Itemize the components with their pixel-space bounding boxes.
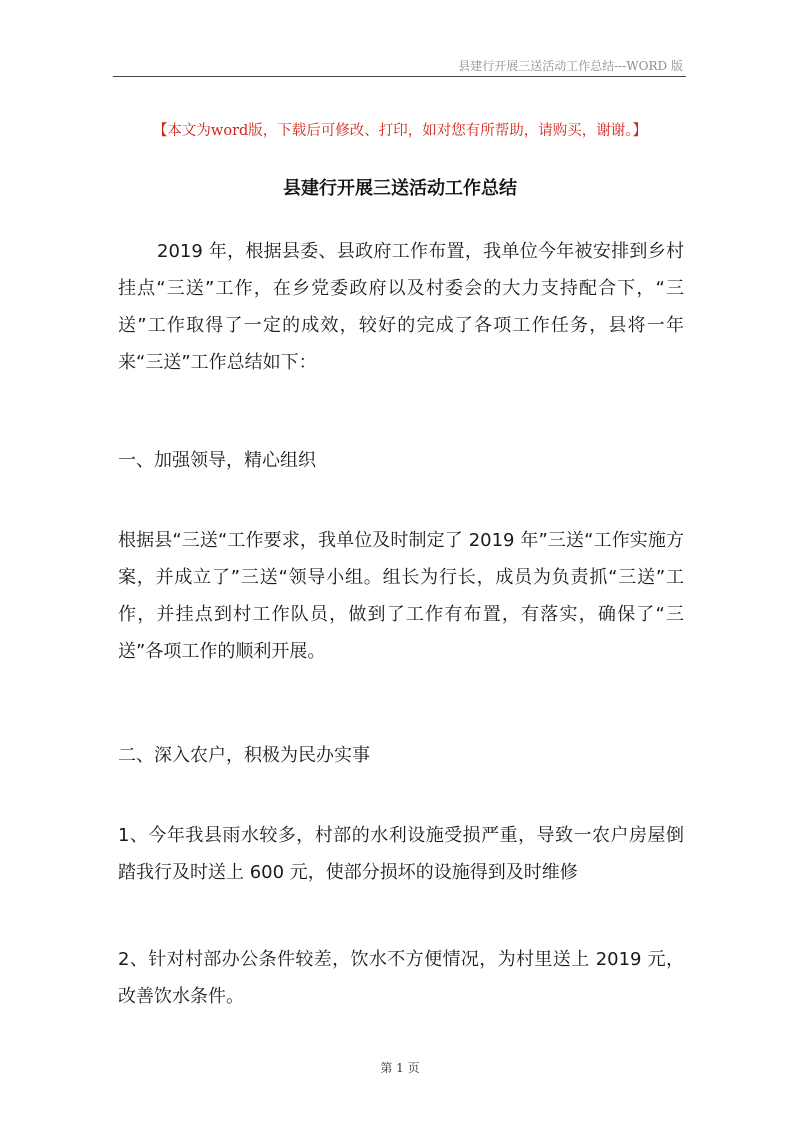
- intro-paragraph: 2019 年，根据县委、县政府工作布置，我单位今年被安排到乡村挂点“三送”工作，在乡党委政府以及村委会的大力支持配合下，“三送”工作取得了一定的成效，较好的完成了各项工作任务，县将一年来“三送”工作总结如下：: [118, 241, 684, 373]
- header-divider: [113, 76, 686, 77]
- list-item-2: 2、针对村部办公条件较差，饮水不方便情况，为村里送上 2019 元，改善饮水条件。: [118, 949, 684, 1007]
- list-item-1: 1、今年我县雨水较多，村部的水利设施受损严重，导致一农户房屋倒踏我行及时送上 600 元，使部分损坏的设施得到及时维修: [118, 825, 684, 883]
- section-heading-1: 一、加强领导，精心组织: [118, 450, 316, 471]
- section-heading-2: 二、深入农户，积极为民办实事: [118, 745, 370, 766]
- page-number: 第 1 页: [380, 1061, 420, 1075]
- running-header: 县建行开展三送活动工作总结---WORD 版: [458, 59, 683, 73]
- purchase-notice: 【本文为word版，下载后可修改、打印，如对您有所帮助，请购买，谢谢。】: [152, 123, 648, 139]
- document-title: 县建行开展三送活动工作总结: [283, 178, 517, 199]
- section-body-1: 根据县“三送“工作要求，我单位及时制定了 2019 年”三送“工作实施方案，并成立了”三送“领导小组。组长为行长，成员为负责抓“三送”工作，并挂点到村工作队员，做到了工作有布置，有落实，确保了“三送”各项工作的顺利开展。: [118, 530, 684, 662]
